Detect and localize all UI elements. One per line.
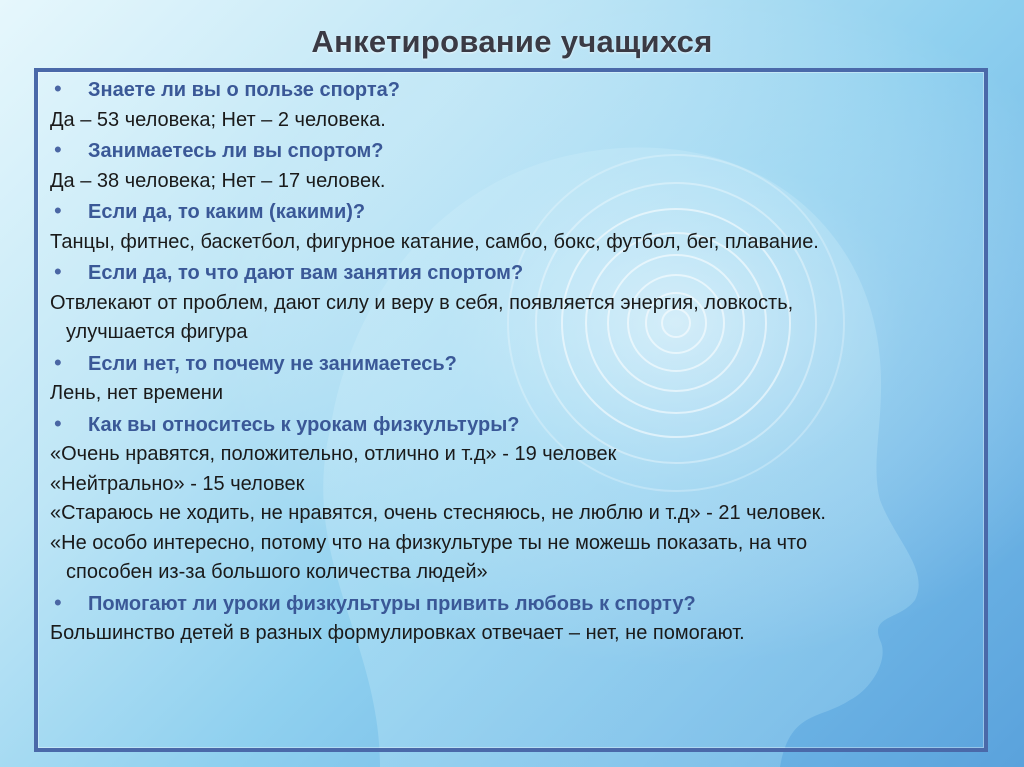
question-item: • Если нет, то почему не занимаетесь?: [46, 348, 982, 380]
question-item: • Если да, то что дают вам занятия спортом?: [46, 257, 982, 289]
answer-item: Да – 38 человека; Нет – 17 человек.: [50, 169, 386, 192]
bullet-icon: •: [54, 349, 62, 375]
answer-item: «Не особо интересно, потому что на физкультуре ты не можешь показать, на что способен из-за большого количества людей»: [50, 531, 808, 583]
answer-item: Лень, нет времени: [50, 382, 224, 404]
answer-item: Отвлекают от проблем, дают силу и веру в себя, появляется энергия, ловкость, улучшается фигура: [50, 291, 794, 343]
answer-item: «Нейтрально» - 15 человек: [50, 472, 305, 495]
bullet-icon: •: [54, 198, 62, 223]
bullet-icon: •: [54, 76, 62, 101]
answer-item: Большинство детей в разных формулировках отвечает – нет, не помогают.: [50, 622, 745, 644]
answer-item: Танцы, фитнес, баскетбол, фигурное катание, самбо, бокс, футбол, бег, плавание.: [50, 230, 819, 253]
question-item: • Если да, то каким (какими)?: [46, 196, 982, 228]
answer-item: «Стараюсь не ходить, не нравятся, очень стесняюсь, не люблю и т.д» - 21 человек.: [50, 502, 826, 524]
page-title: Анкетирование учащихся: [311, 24, 713, 59]
question-item: • Помогают ли уроки физкультуры привить любовь к спорту?: [46, 588, 982, 620]
bullet-icon: •: [54, 259, 62, 284]
question-item: • Как вы относитесь к урокам физкультуры?: [46, 409, 982, 441]
bullet-icon: •: [54, 589, 62, 615]
bullet-icon: •: [54, 137, 62, 162]
question-item: • Занимаетесь ли вы спортом?: [46, 135, 982, 167]
answer-item: «Очень нравятся, положительно, отлично и т.д» - 19 человек: [50, 443, 617, 465]
bullet-icon: •: [54, 410, 62, 436]
survey-list: [46, 74, 982, 649]
question-item: • Знаете ли вы о пользе спорта?: [46, 74, 982, 106]
answer-item: Да – 53 человека; Нет – 2 человека.: [50, 108, 386, 131]
